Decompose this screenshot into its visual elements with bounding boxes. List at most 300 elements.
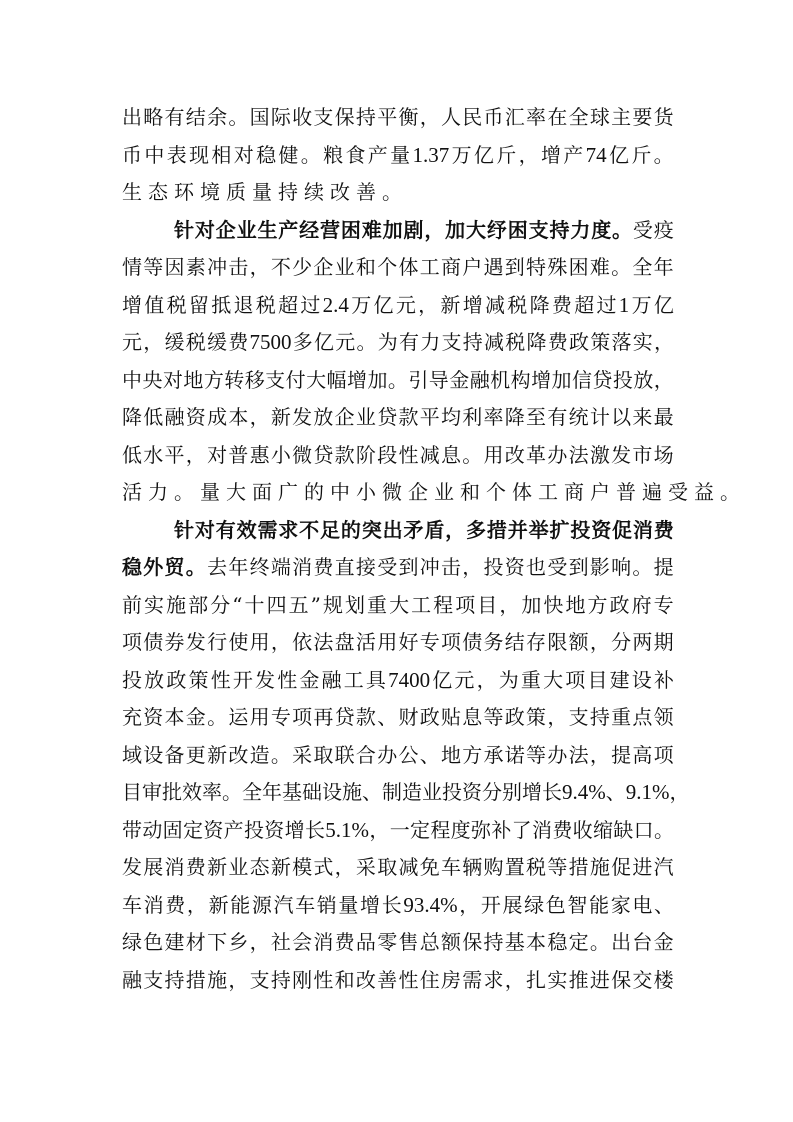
- text-glyph: 超: [278, 292, 299, 317]
- text-glyph: 击: [228, 255, 249, 279]
- text-glyph: 大: [226, 480, 246, 504]
- text-glyph: 业: [422, 780, 442, 804]
- text-glyph: 固: [162, 817, 183, 842]
- text-glyph: 。: [462, 442, 483, 467]
- text-glyph: 中: [330, 480, 350, 504]
- text-glyph: 额: [440, 930, 461, 954]
- text-glyph: 支: [265, 367, 286, 392]
- text-glyph: 设: [322, 780, 342, 804]
- text-glyph: 改: [330, 180, 350, 204]
- text-glyph: 费: [552, 817, 573, 842]
- text-glyph: 、: [653, 892, 674, 917]
- text-glyph: 大: [306, 367, 327, 392]
- text-glyph: 项: [440, 630, 461, 654]
- text-glyph: 款: [398, 405, 419, 429]
- text-glyph: 法: [313, 630, 334, 654]
- text-glyph: 收: [572, 817, 593, 842]
- text-glyph: ，: [459, 892, 480, 917]
- text-glyph: 等: [526, 742, 547, 767]
- text-glyph: 盘: [334, 630, 355, 654]
- text-glyph: 资: [203, 817, 224, 842]
- text-glyph: 四: [266, 592, 287, 617]
- text-glyph: 击: [440, 555, 461, 579]
- text-glyph: 成: [207, 405, 228, 429]
- text-glyph: 增: [462, 292, 483, 317]
- text-glyph: 转: [224, 367, 245, 392]
- text-glyph: 金: [299, 667, 320, 692]
- text-glyph: 汇: [504, 105, 525, 129]
- text-glyph: 保: [611, 967, 632, 992]
- text-glyph: 人: [440, 105, 461, 129]
- text-glyph: 设: [631, 667, 652, 692]
- text-glyph: 外: [143, 555, 164, 579]
- text-glyph: 工: [538, 480, 558, 504]
- text-glyph: 对: [233, 142, 254, 167]
- text-glyph: 台: [632, 930, 653, 954]
- text-glyph: 智: [567, 892, 588, 917]
- text-line: [122, 212, 674, 250]
- text-glyph: 依: [292, 630, 313, 654]
- text-glyph: 本: [164, 705, 185, 729]
- text-glyph: 汽: [273, 892, 294, 917]
- text-glyph: 投: [122, 667, 142, 692]
- text-glyph: 产: [563, 142, 584, 167]
- text-glyph: 划: [344, 592, 365, 617]
- text-line: [122, 774, 690, 812]
- text-glyph: 别: [502, 780, 522, 804]
- text-glyph: 分: [482, 780, 502, 804]
- text-glyph: 办: [547, 442, 568, 467]
- text-glyph: 7400: [388, 667, 431, 692]
- text-glyph: 置: [504, 855, 525, 879]
- text-glyph: 性: [210, 667, 231, 692]
- text-glyph: 中: [144, 142, 165, 167]
- text-glyph: 态: [148, 180, 168, 204]
- text-glyph: 企: [334, 405, 355, 429]
- text-glyph: 持: [589, 705, 610, 729]
- text-glyph: 少: [292, 255, 313, 279]
- text-glyph: 长: [542, 780, 562, 804]
- text-glyph: 力: [570, 217, 591, 242]
- text-line: [122, 512, 674, 550]
- text-glyph: 境: [200, 180, 220, 204]
- text-glyph: 进: [632, 855, 653, 879]
- text-glyph: 费: [653, 517, 674, 542]
- text-glyph: 息: [440, 442, 461, 467]
- text-glyph: 支: [568, 705, 589, 729]
- text-glyph: 施: [207, 967, 228, 992]
- text-glyph: 车: [122, 892, 142, 917]
- text-glyph: 元: [122, 330, 142, 354]
- text-glyph: 施: [589, 855, 610, 879]
- text-glyph: 楼: [653, 967, 674, 992]
- text-glyph: 带: [122, 817, 142, 842]
- text-glyph: ，: [419, 105, 440, 129]
- text-glyph: 、: [419, 742, 440, 767]
- text-glyph: 产: [278, 217, 299, 242]
- text-glyph: 好: [398, 630, 419, 654]
- text-glyph: 费: [313, 555, 334, 579]
- text-glyph: ，: [547, 705, 568, 729]
- text-glyph: 乡: [228, 930, 249, 954]
- text-glyph: 措: [486, 517, 507, 542]
- text-glyph: 零: [377, 930, 398, 954]
- text-glyph: 增: [540, 142, 561, 167]
- text-glyph: 政: [569, 330, 589, 354]
- text-glyph: 力: [420, 330, 441, 354]
- text-glyph: 辆: [462, 855, 483, 879]
- text-glyph: 持: [270, 967, 291, 992]
- text-glyph: 因: [164, 255, 185, 279]
- text-glyph: 现: [189, 142, 210, 167]
- text-line: [122, 849, 674, 887]
- text-glyph: 业: [355, 405, 376, 429]
- text-glyph: 盾: [424, 517, 445, 542]
- text-glyph: 加: [367, 367, 388, 392]
- text-glyph: 资: [504, 555, 525, 579]
- text-glyph: 业: [236, 217, 257, 242]
- text-glyph: 9.4%: [562, 780, 606, 804]
- text-line: [122, 812, 674, 850]
- text-glyph: 下: [207, 930, 228, 954]
- text-glyph: 并: [507, 517, 528, 542]
- text-glyph: 持: [355, 105, 376, 129]
- text-glyph: 大: [543, 667, 564, 692]
- text-glyph: 施: [342, 780, 362, 804]
- text-glyph: 效: [182, 780, 202, 804]
- text-glyph: 的: [304, 480, 324, 504]
- text-glyph: 面: [252, 480, 272, 504]
- text-glyph: 融: [469, 367, 490, 392]
- text-glyph: 有: [547, 405, 568, 429]
- text-glyph: 的: [340, 517, 361, 542]
- text-glyph: 了: [511, 817, 532, 842]
- text-glyph: 定: [410, 817, 431, 842]
- text-glyph: 投: [483, 555, 504, 579]
- text-glyph: 目: [477, 592, 498, 617]
- text-glyph: 亿: [608, 142, 629, 167]
- text-glyph: 抵: [211, 292, 232, 317]
- text-glyph: 衡: [398, 105, 419, 129]
- text-glyph: 低: [122, 442, 142, 467]
- text-glyph: 也: [526, 555, 547, 579]
- text-glyph: 全: [632, 255, 653, 279]
- text-glyph: 需: [257, 517, 278, 542]
- text-glyph: 总: [419, 930, 440, 954]
- text-glyph: 受: [377, 555, 398, 579]
- text-glyph: 债: [462, 630, 483, 654]
- text-glyph: ，: [499, 592, 520, 617]
- text-glyph: 点: [632, 705, 653, 729]
- text-line: [122, 137, 674, 175]
- text-glyph: 专: [653, 592, 674, 617]
- text-line: [122, 662, 674, 700]
- text-glyph: 家: [610, 892, 631, 917]
- text-glyph: 贷: [334, 705, 355, 729]
- text-glyph: 善: [377, 967, 398, 992]
- text-glyph: 改: [228, 742, 249, 767]
- text-glyph: 缺: [613, 817, 634, 842]
- text-glyph: 付: [285, 367, 306, 392]
- text-glyph: 采: [292, 742, 313, 767]
- text-glyph: 万: [351, 292, 372, 317]
- text-glyph: 亿: [473, 142, 494, 167]
- text-glyph: 存: [526, 630, 547, 654]
- text-glyph: 导: [428, 367, 449, 392]
- text-glyph: 稳: [547, 930, 568, 954]
- text-glyph: 以: [611, 405, 632, 429]
- text-glyph: 放: [313, 405, 334, 429]
- text-glyph: ，: [669, 780, 690, 804]
- text-glyph: 万: [451, 142, 472, 167]
- text-glyph: 到: [398, 555, 419, 579]
- text-glyph: 低: [143, 405, 164, 429]
- text-glyph: 放: [633, 367, 654, 392]
- text-line: [122, 699, 674, 737]
- text-glyph: 息: [462, 705, 483, 729]
- text-glyph: 发: [185, 630, 206, 654]
- text-glyph: 绿: [122, 930, 142, 954]
- text-glyph: 放: [144, 667, 165, 692]
- text-glyph: 重: [367, 592, 388, 617]
- text-glyph: 行: [207, 630, 228, 654]
- text-glyph: 。: [720, 480, 740, 504]
- text-glyph: 产: [367, 142, 388, 167]
- text-glyph: 。: [207, 705, 228, 729]
- text-glyph: 货: [653, 105, 674, 129]
- text-glyph: 小: [270, 442, 291, 467]
- text-glyph: 率: [202, 780, 222, 804]
- text-glyph: ，: [249, 930, 270, 954]
- text-glyph: 食: [345, 142, 366, 167]
- text-glyph: 普: [228, 442, 249, 467]
- text-glyph: 。: [300, 142, 321, 167]
- text-glyph: 分: [210, 592, 231, 617]
- text-glyph: 新: [270, 855, 291, 879]
- text-glyph: 购: [483, 855, 504, 879]
- text-glyph: 出: [382, 517, 403, 542]
- text-glyph: 促: [611, 855, 632, 879]
- text-glyph: 新: [207, 742, 228, 767]
- text-glyph: 冲: [207, 255, 228, 279]
- text-line: [122, 474, 740, 512]
- text-glyph: ，: [228, 967, 249, 992]
- text-glyph: 惠: [249, 442, 270, 467]
- text-glyph: 革: [526, 442, 547, 467]
- text-glyph: 难: [361, 217, 382, 242]
- text-glyph: 融: [122, 967, 142, 992]
- text-glyph: ，: [334, 855, 355, 879]
- text-glyph: 消: [143, 892, 164, 917]
- text-glyph: 消: [164, 855, 185, 879]
- text-glyph: 车: [440, 855, 461, 879]
- text-glyph: 幅: [326, 367, 347, 392]
- text-glyph: 建: [609, 667, 630, 692]
- text-glyph: 金: [185, 705, 206, 729]
- text-glyph: 结: [185, 105, 206, 129]
- text-glyph: 。: [228, 105, 249, 129]
- text-glyph: 。: [653, 142, 674, 167]
- text-glyph: 电: [632, 892, 653, 917]
- text-glyph: 支: [441, 330, 462, 354]
- text-glyph: 新: [270, 405, 291, 429]
- text-glyph: 性: [277, 667, 298, 692]
- text-glyph: 重: [520, 667, 541, 692]
- text-glyph: 信: [571, 367, 592, 392]
- text-glyph: 退: [233, 292, 254, 317]
- text-glyph: 资: [264, 817, 285, 842]
- text-glyph: 项: [565, 667, 586, 692]
- text-glyph: 车: [295, 892, 316, 917]
- text-glyph: 销: [316, 892, 337, 917]
- text-glyph: 际: [270, 105, 291, 129]
- text-glyph: 费: [547, 330, 568, 354]
- text-glyph: 结: [504, 630, 525, 654]
- text-glyph: 至: [526, 405, 547, 429]
- text-glyph: 剧: [403, 217, 424, 242]
- text-glyph: 持: [278, 180, 298, 204]
- text-glyph: 专: [270, 705, 291, 729]
- text-glyph: ，: [504, 967, 525, 992]
- text-glyph: 质: [226, 180, 246, 204]
- text-glyph: 持: [549, 217, 570, 242]
- text-glyph: 费: [228, 330, 249, 354]
- text-glyph: 户: [590, 480, 610, 504]
- text-glyph: 量: [200, 480, 220, 504]
- text-line: [122, 737, 674, 775]
- text-glyph: 税: [507, 292, 528, 317]
- text-glyph: 9.1%: [625, 780, 670, 804]
- text-glyph: 困: [340, 217, 361, 242]
- text-glyph: 。: [611, 255, 632, 279]
- text-glyph: ，: [462, 555, 483, 579]
- text-glyph: 政: [609, 592, 630, 617]
- text-glyph: 健: [278, 142, 299, 167]
- text-glyph: 民: [462, 105, 483, 129]
- text-glyph: 债: [143, 630, 164, 654]
- text-glyph: 降: [526, 330, 547, 354]
- text-glyph: 再: [313, 705, 334, 729]
- text-glyph: 贷: [592, 367, 613, 392]
- text-glyph: 运: [228, 705, 249, 729]
- text-glyph: 对: [194, 217, 215, 242]
- text-glyph: 材: [185, 930, 206, 954]
- text-glyph: 快: [543, 592, 564, 617]
- text-glyph: 部: [188, 592, 209, 617]
- text-glyph: 突: [361, 517, 382, 542]
- text-glyph: 受: [668, 480, 688, 504]
- text-glyph: 补: [491, 817, 512, 842]
- text-glyph: 直: [334, 555, 355, 579]
- text-glyph: 。: [632, 555, 653, 579]
- text-glyph: 费: [334, 930, 355, 954]
- text-glyph: 工: [343, 667, 364, 692]
- text-glyph: 投: [612, 367, 633, 392]
- text-glyph: 万: [631, 292, 652, 317]
- text-glyph: 模: [292, 855, 313, 879]
- text-glyph: 性: [398, 967, 419, 992]
- text-glyph: 规: [322, 592, 343, 617]
- text-glyph: 机: [490, 367, 511, 392]
- text-glyph: ，: [589, 630, 610, 654]
- text-glyph: 到: [568, 555, 589, 579]
- text-glyph: 改: [355, 967, 376, 992]
- text-glyph: 投: [243, 817, 264, 842]
- text-glyph: 措: [185, 967, 206, 992]
- text-glyph: 支: [249, 967, 270, 992]
- text-glyph: 斤: [631, 142, 652, 167]
- text-glyph: 更: [185, 742, 206, 767]
- text-glyph: 口: [633, 817, 654, 842]
- text-glyph: 减: [485, 292, 505, 317]
- text-glyph: 金: [449, 367, 470, 392]
- text-glyph: 资: [591, 517, 612, 542]
- text-glyph: 前: [122, 592, 142, 617]
- text-glyph: 施: [166, 592, 187, 617]
- text-glyph: 在: [547, 105, 568, 129]
- text-glyph: 元: [395, 292, 416, 317]
- text-glyph: 和: [460, 480, 480, 504]
- text-glyph: 商: [440, 255, 461, 279]
- text-glyph: 企: [215, 217, 236, 242]
- text-glyph: 国: [249, 105, 270, 129]
- text-glyph: 府: [631, 592, 652, 617]
- text-glyph: 加: [521, 592, 542, 617]
- text-glyph: 扎: [526, 967, 547, 992]
- text-glyph: 绿: [524, 892, 545, 917]
- text-glyph: 资: [462, 780, 482, 804]
- text-glyph: 持: [483, 930, 504, 954]
- document-page: [122, 99, 740, 999]
- text-glyph: 对: [162, 367, 183, 392]
- text-glyph: 1: [618, 292, 630, 317]
- text-glyph: 需: [462, 967, 483, 992]
- text-glyph: 重: [611, 705, 632, 729]
- text-glyph: 发: [122, 855, 142, 879]
- text-glyph: 务: [483, 630, 504, 654]
- text-glyph: 减: [484, 330, 504, 354]
- text-glyph: 备: [164, 742, 185, 767]
- text-glyph: 基: [282, 780, 302, 804]
- text-glyph: 基: [504, 930, 525, 954]
- text-glyph: 五: [288, 592, 309, 617]
- text-glyph: 高: [632, 742, 653, 767]
- text-glyph: 币: [122, 142, 142, 167]
- text-glyph: 值: [144, 292, 165, 317]
- text-glyph: 困: [568, 255, 589, 279]
- text-glyph: 持: [164, 967, 185, 992]
- text-glyph: 特: [526, 255, 547, 279]
- text-glyph: 度: [450, 817, 471, 842]
- text-glyph: 活: [122, 480, 142, 504]
- text-glyph: 降: [529, 292, 550, 317]
- text-glyph: 提: [653, 555, 674, 579]
- text-glyph: ，: [143, 330, 164, 354]
- text-glyph: 环: [174, 180, 194, 204]
- text-glyph: 策: [526, 705, 547, 729]
- text-glyph: 支: [143, 967, 164, 992]
- text-glyph: 率: [526, 105, 547, 129]
- text-glyph: 个: [377, 255, 398, 279]
- text-glyph: 遍: [642, 480, 662, 504]
- text-glyph: 平: [419, 405, 440, 429]
- text-glyph: 支: [313, 105, 334, 129]
- text-glyph: 目: [587, 667, 608, 692]
- text-glyph: 融: [164, 405, 185, 429]
- text-glyph: 统: [568, 405, 589, 429]
- text-glyph: 补: [653, 667, 674, 692]
- text-glyph: 74: [585, 142, 607, 167]
